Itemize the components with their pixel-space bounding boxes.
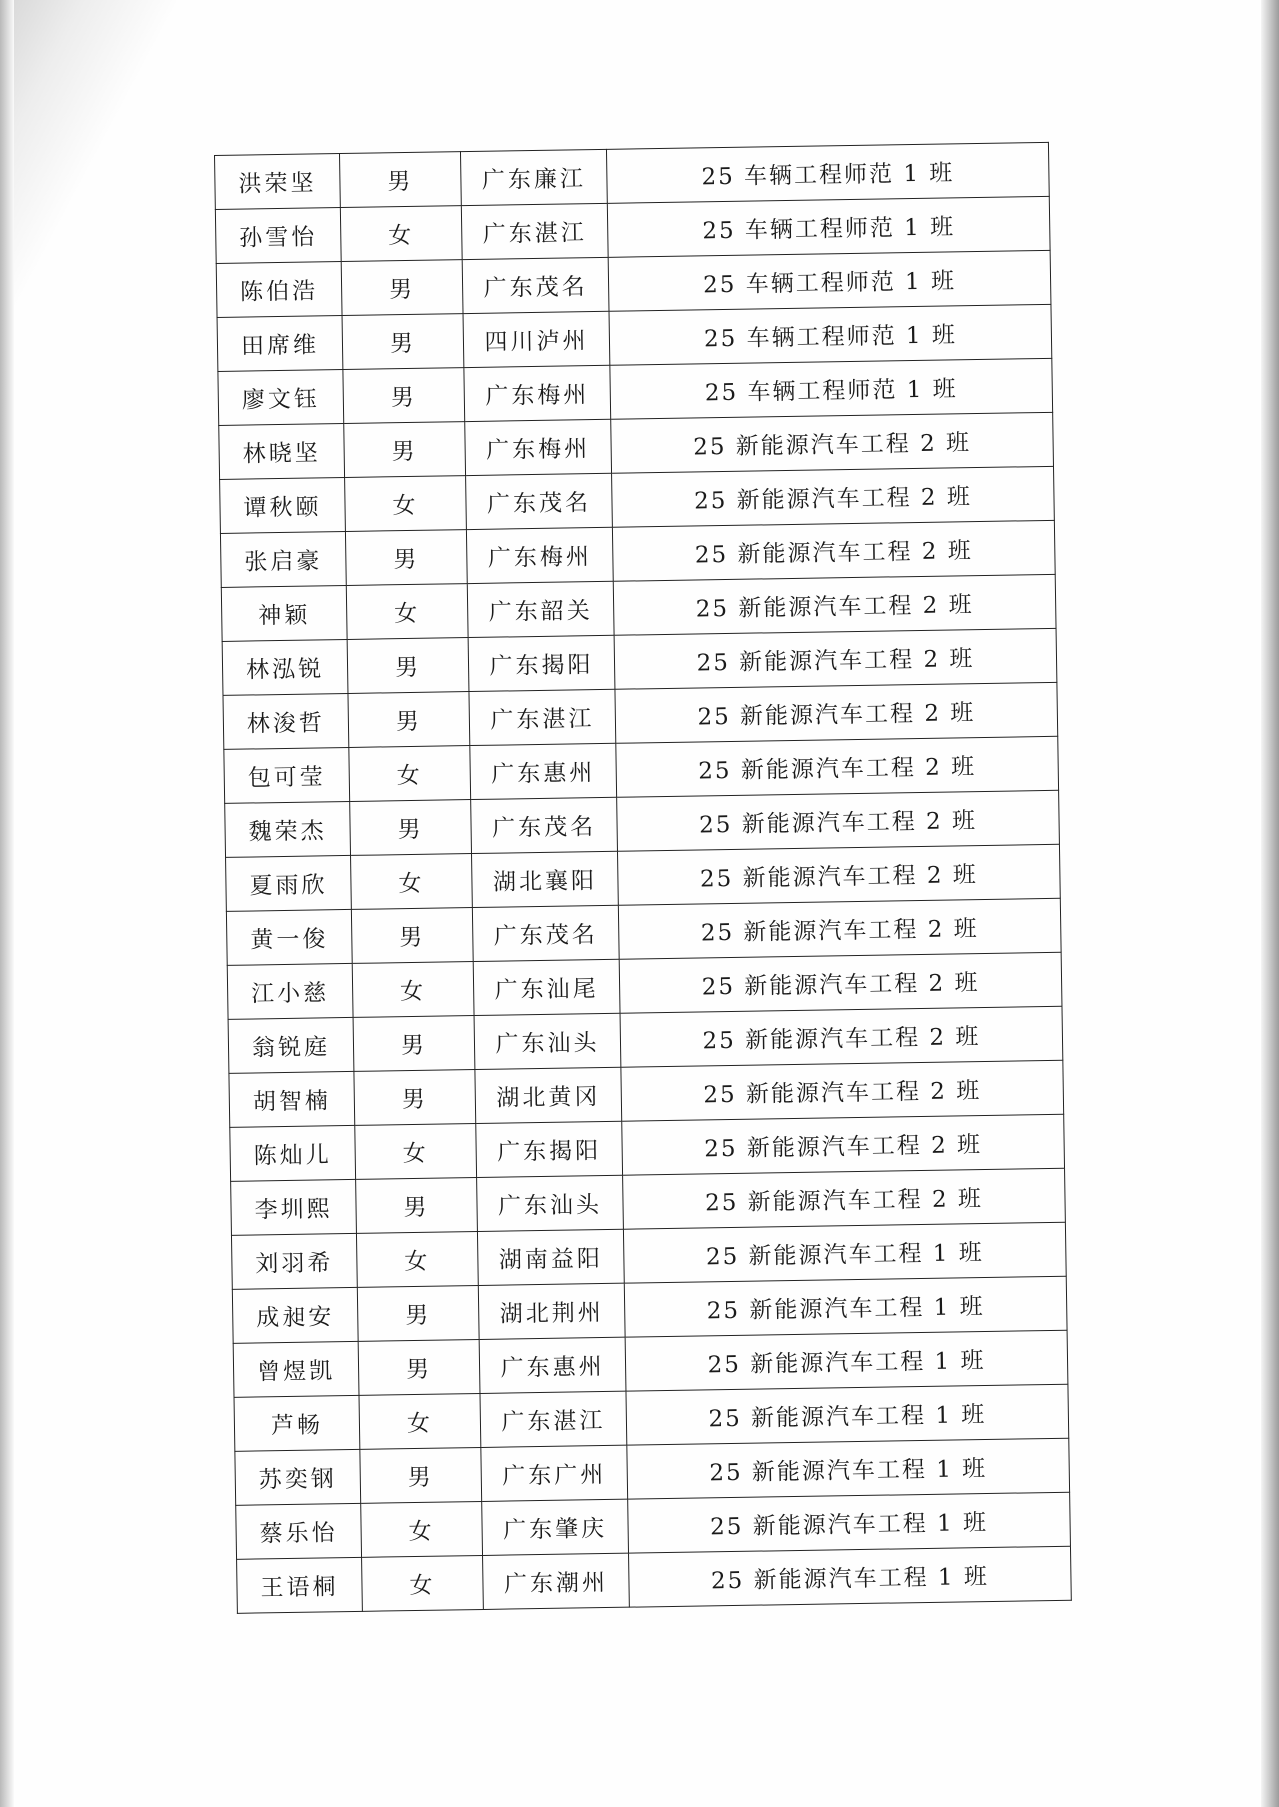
student-name-cell: 林泓锐 — [222, 639, 348, 695]
student-name-cell: 蔡乐怡 — [236, 1503, 362, 1559]
student-name-cell: 苏奕钢 — [235, 1449, 361, 1505]
class-cell: 25 车辆工程师范 1 班 — [607, 196, 1050, 257]
student-name-cell: 李圳熙 — [231, 1179, 357, 1235]
student-name-cell: 洪荣坚 — [215, 154, 341, 210]
class-cell: 25 新能源汽车工程 2 班 — [620, 1006, 1063, 1067]
gender-cell: 男 — [342, 314, 464, 370]
hometown-cell: 广东茂名 — [471, 797, 618, 853]
student-name-cell: 田席维 — [217, 316, 343, 372]
gender-cell: 男 — [354, 1070, 476, 1126]
class-cell: 25 新能源汽车工程 2 班 — [623, 1168, 1066, 1229]
hometown-cell: 广东惠州 — [479, 1337, 626, 1393]
gender-cell: 女 — [349, 746, 471, 802]
gender-cell: 男 — [356, 1178, 478, 1234]
gender-cell: 男 — [344, 422, 466, 478]
gender-cell: 女 — [346, 584, 468, 640]
hometown-cell: 湖南益阳 — [477, 1229, 624, 1285]
gender-cell: 男 — [345, 530, 467, 586]
student-name-cell: 翁锐庭 — [228, 1017, 354, 1073]
hometown-cell: 广东揭阳 — [468, 635, 615, 691]
hometown-cell: 湖北襄阳 — [472, 851, 619, 907]
gender-cell: 女 — [361, 1501, 483, 1557]
student-name-cell: 林晓坚 — [219, 423, 345, 479]
gender-cell: 女 — [356, 1231, 478, 1287]
student-name-cell: 王语桐 — [237, 1557, 363, 1613]
student-name-cell: 刘羽希 — [231, 1233, 357, 1289]
gender-cell: 女 — [352, 962, 474, 1018]
hometown-cell: 湖北荆州 — [478, 1283, 625, 1339]
class-cell: 25 新能源汽车工程 2 班 — [612, 466, 1055, 527]
class-cell: 25 车辆工程师范 1 班 — [608, 250, 1051, 311]
student-name-cell: 陈伯浩 — [216, 262, 342, 318]
gender-cell: 女 — [359, 1393, 481, 1449]
gender-cell: 男 — [348, 692, 470, 748]
roster-table-wrapper — [214, 142, 1072, 1614]
class-cell: 25 新能源汽车工程 2 班 — [617, 844, 1060, 905]
hometown-cell: 广东茂名 — [462, 257, 609, 313]
class-cell: 25 车辆工程师范 1 班 — [609, 304, 1052, 365]
hometown-cell: 广东揭阳 — [476, 1121, 623, 1177]
student-name-cell: 孙雪怡 — [215, 208, 341, 264]
gender-cell: 男 — [358, 1339, 480, 1395]
class-cell: 25 新能源汽车工程 1 班 — [626, 1384, 1069, 1445]
student-name-cell: 胡智楠 — [229, 1071, 355, 1127]
class-cell: 25 新能源汽车工程 2 班 — [612, 520, 1055, 581]
student-name-cell: 林浚哲 — [223, 693, 349, 749]
class-cell: 25 新能源汽车工程 1 班 — [624, 1276, 1067, 1337]
student-name-cell: 魏荣杰 — [225, 801, 351, 857]
hometown-cell: 广东广州 — [481, 1445, 628, 1501]
student-name-cell: 夏雨欣 — [226, 855, 352, 911]
class-cell: 25 新能源汽车工程 2 班 — [621, 1060, 1064, 1121]
class-cell: 25 新能源汽车工程 2 班 — [616, 736, 1059, 797]
class-cell: 25 新能源汽车工程 1 班 — [627, 1438, 1070, 1499]
hometown-cell: 广东廉江 — [460, 149, 607, 205]
hometown-cell: 广东惠州 — [470, 743, 617, 799]
hometown-cell: 广东茂名 — [472, 905, 619, 961]
gender-cell: 男 — [353, 1016, 475, 1072]
class-cell: 25 新能源汽车工程 2 班 — [613, 574, 1056, 635]
class-cell: 25 新能源汽车工程 2 班 — [618, 898, 1061, 959]
student-name-cell: 江小慈 — [227, 963, 353, 1019]
student-name-cell: 包可莹 — [224, 747, 350, 803]
class-cell: 25 新能源汽车工程 2 班 — [611, 412, 1054, 473]
student-name-cell: 陈灿儿 — [230, 1125, 356, 1181]
hometown-cell: 广东湛江 — [461, 203, 608, 259]
hometown-cell: 广东梅州 — [465, 419, 612, 475]
class-cell: 25 车辆工程师范 1 班 — [610, 358, 1053, 419]
student-name-cell: 芦畅 — [234, 1395, 360, 1451]
gender-cell: 男 — [347, 638, 469, 694]
hometown-cell: 广东汕头 — [474, 1013, 621, 1069]
class-cell: 25 新能源汽车工程 2 班 — [617, 790, 1060, 851]
gender-cell: 男 — [357, 1285, 479, 1341]
hometown-cell: 广东肇庆 — [482, 1499, 629, 1555]
hometown-cell: 广东湛江 — [469, 689, 616, 745]
hometown-cell: 广东汕头 — [477, 1175, 624, 1231]
gender-cell: 男 — [341, 260, 463, 316]
hometown-cell: 广东韶关 — [467, 581, 614, 637]
class-cell: 25 新能源汽车工程 2 班 — [614, 628, 1057, 689]
class-cell: 25 新能源汽车工程 2 班 — [619, 952, 1062, 1013]
class-cell: 25 新能源汽车工程 1 班 — [625, 1330, 1068, 1391]
hometown-cell: 四川泸州 — [463, 311, 610, 367]
hometown-cell: 广东梅州 — [464, 365, 611, 421]
student-name-cell: 张启豪 — [220, 531, 346, 587]
page-fold-shadow — [0, 0, 200, 330]
hometown-cell: 湖北黄冈 — [475, 1067, 622, 1123]
gender-cell: 女 — [355, 1124, 477, 1180]
roster-table-body — [215, 142, 1072, 1613]
gender-cell: 男 — [351, 908, 473, 964]
class-cell: 25 车辆工程师范 1 班 — [606, 142, 1049, 203]
hometown-cell: 广东湛江 — [480, 1391, 627, 1447]
hometown-cell: 广东汕尾 — [473, 959, 620, 1015]
gender-cell: 男 — [350, 800, 472, 856]
gender-cell: 女 — [340, 206, 462, 262]
hometown-cell: 广东潮州 — [483, 1553, 630, 1609]
hometown-cell: 广东茂名 — [466, 473, 613, 529]
student-name-cell: 谭秋颐 — [220, 477, 346, 533]
scan-edge-left — [0, 0, 14, 1807]
student-name-cell: 神颖 — [221, 585, 347, 641]
gender-cell: 女 — [351, 854, 473, 910]
student-name-cell: 黄一俊 — [226, 909, 352, 965]
gender-cell: 男 — [360, 1447, 482, 1503]
student-name-cell: 廖文钰 — [218, 370, 344, 426]
scan-edge-right — [1261, 0, 1279, 1807]
class-cell: 25 新能源汽车工程 2 班 — [622, 1114, 1065, 1175]
gender-cell: 女 — [345, 476, 467, 532]
gender-cell: 男 — [339, 152, 461, 208]
gender-cell: 男 — [343, 368, 465, 424]
class-cell: 25 新能源汽车工程 2 班 — [615, 682, 1058, 743]
class-cell: 25 新能源汽车工程 1 班 — [628, 1492, 1071, 1553]
student-name-cell: 成昶安 — [232, 1287, 358, 1343]
hometown-cell: 广东梅州 — [466, 527, 613, 583]
student-name-cell: 曾煜凯 — [233, 1341, 359, 1397]
student-roster-table — [214, 142, 1072, 1614]
class-cell: 25 新能源汽车工程 1 班 — [623, 1222, 1066, 1283]
class-cell: 25 新能源汽车工程 1 班 — [629, 1546, 1072, 1607]
gender-cell: 女 — [362, 1555, 484, 1611]
